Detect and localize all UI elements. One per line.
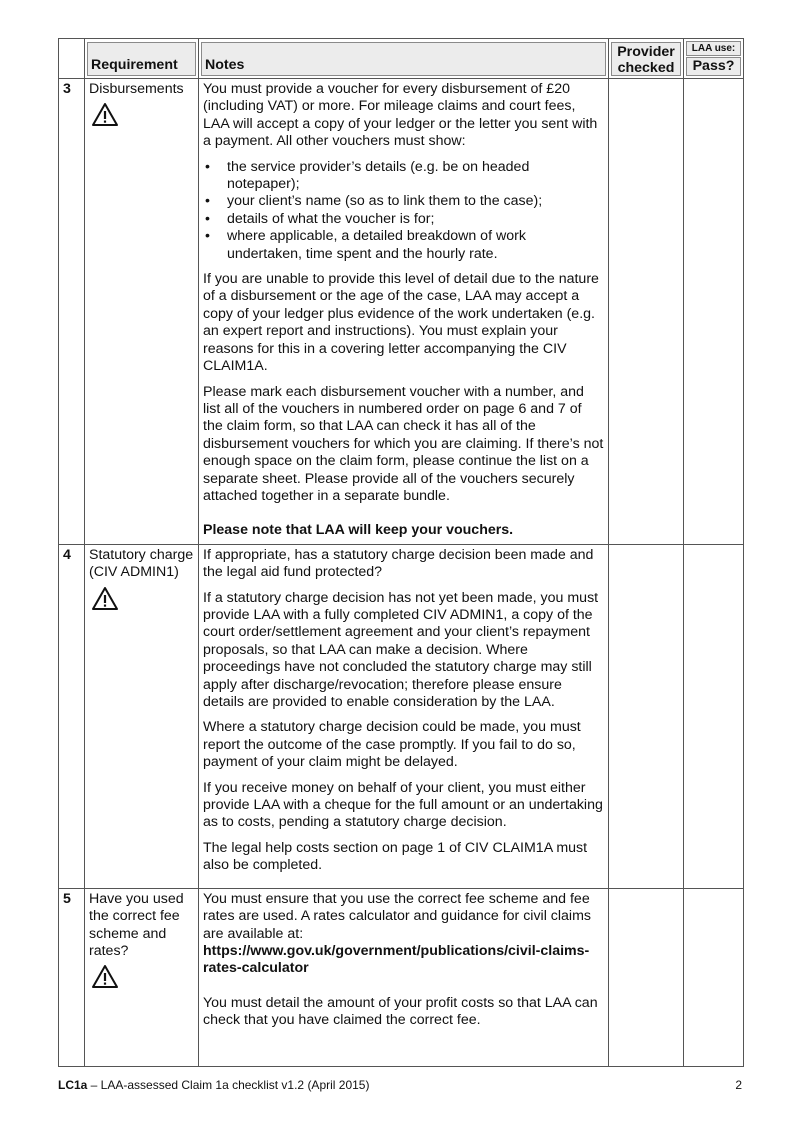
header-laa-cell xyxy=(684,39,744,79)
row-number: 5 xyxy=(59,888,85,1066)
notes-cell xyxy=(199,544,609,888)
header-provider-line2: checked xyxy=(617,60,675,76)
footer-title xyxy=(58,1078,369,1092)
header-laa-use: LAA use: xyxy=(686,41,741,56)
list-item: • your client’s name (so as to link them to the case); xyxy=(205,193,543,210)
note-paragraph: The legal help costs section on page 1 of CIV CLAIM1A must also be completed. xyxy=(203,839,588,874)
header-provider-line1: Provider xyxy=(617,44,675,60)
note-emphasis: Please note that LAA will keep your vouchers. xyxy=(203,522,514,539)
list-item: • the service provider’s details (e.g. be on headed notepaper); xyxy=(205,158,530,193)
header-provider-cell xyxy=(609,39,684,79)
table-row xyxy=(59,544,744,888)
note-paragraph: If a statutory charge decision has not yet been made, you must provide LAA with a fully completed CIV ADMIN1, a copy of the court order/settlement agreement and your client’s repayment proposals, so that LAA can make a decision. Where proceedings have not concluded the statutory charge may still apply after discharge/revocation; therefore please ensure details are provided to enable consideration by the LAA. xyxy=(203,589,599,710)
provider-checked-cell[interactable] xyxy=(609,888,684,1066)
checklist-table xyxy=(58,38,744,1067)
laa-pass-cell[interactable] xyxy=(684,888,744,1066)
bullet: • xyxy=(205,193,210,210)
table-header-row xyxy=(59,39,744,79)
header-number-cell xyxy=(59,39,85,79)
requirement-label: Statutory charge (CIV ADMIN1) xyxy=(89,546,194,581)
note-paragraph: You must ensure that you use the correct fee scheme and fee rates are used. A rates calculator and guidance for civil claims are available at: xyxy=(203,890,591,942)
header-pass: Pass? xyxy=(686,57,741,76)
bullet: • xyxy=(205,210,210,227)
header-notes-cell xyxy=(199,39,609,79)
note-paragraph: If appropriate, has a statutory charge decision been made and the legal aid fund protected? xyxy=(203,546,594,581)
note-paragraph: If you are unable to provide this level of detail due to the nature of a disbursement or the age of the case, LAA may accept a copy of your ledger plus evidence of the work undertaken (e.g. an expert report and instructions). You must explain your reasons for this in a covering letter accompanying the CIV CLAIM1A. xyxy=(203,271,599,375)
table-row xyxy=(59,79,744,545)
footer-description: – LAA-assessed Claim 1a checklist v1.2 (April 2015) xyxy=(87,1078,370,1092)
page-number: 2 xyxy=(735,1078,742,1092)
header-requirement: Requirement xyxy=(87,42,196,76)
requirement-label: Disbursements xyxy=(89,81,184,97)
requirement-cell xyxy=(85,79,199,545)
rates-calculator-link[interactable]: https://www.gov.uk/government/publications/civil-claims-rates-calculator xyxy=(203,942,590,977)
note-paragraph: Please mark each disbursement voucher with a number, and list all of the vouchers in numbered order on page 6 and 7 of the claim form, so that LAA can check it has all of the disbursement vouchers for which you are claiming. If there’s not enough space on the claim form, please continue the list on a separate sheet. Please provide all of the vouchers securely attached together in a separate bundle. xyxy=(203,383,604,504)
header-notes: Notes xyxy=(201,42,606,76)
laa-pass-cell[interactable] xyxy=(684,79,744,545)
requirement-cell xyxy=(85,888,199,1066)
header-provider-checked xyxy=(611,42,681,76)
provider-checked-cell[interactable] xyxy=(609,544,684,888)
note-paragraph: You must detail the amount of your profit costs so that LAA can check that you have claimed the correct fee. xyxy=(203,994,598,1029)
note-paragraph: If you receive money on behalf of your client, you must either provide LAA with a cheque for the full amount or an undertaking as to costs, pending a statutory charge decision. xyxy=(203,779,603,831)
row-number: 3 xyxy=(59,79,85,545)
table-row xyxy=(59,888,744,1066)
footer-code: LC1a xyxy=(58,1078,88,1092)
requirement-label: Have you used the correct fee scheme and rates? xyxy=(89,890,184,959)
warning-triangle-icon xyxy=(91,102,119,127)
warning-triangle-icon xyxy=(91,964,119,989)
notes-cell xyxy=(199,79,609,545)
notes-cell xyxy=(199,888,609,1066)
provider-checked-cell[interactable] xyxy=(609,79,684,545)
list-item: • details of what the voucher is for; xyxy=(205,210,435,227)
note-paragraph: You must provide a voucher for every disbursement of £20 (including VAT) or more. For mileage claims and court fees, LAA will accept a copy of your ledger or the letter you sent with a payment. All other vouchers must show: xyxy=(203,81,598,150)
header-requirement-cell xyxy=(85,39,199,79)
row-number: 4 xyxy=(59,544,85,888)
laa-pass-cell[interactable] xyxy=(684,544,744,888)
requirement-cell xyxy=(85,544,199,888)
warning-triangle-icon xyxy=(91,586,119,611)
bullet: • xyxy=(205,158,210,175)
note-paragraph: Where a statutory charge decision could be made, you must report the outcome of the case promptly. If you fail to do so, payment of your claim might be delayed. xyxy=(203,719,581,771)
list-item: • where applicable, a detailed breakdown of work undertaken, time spent and the hourly rate. xyxy=(205,228,526,262)
bullet: • xyxy=(205,228,210,245)
voucher-requirements-list xyxy=(203,159,604,263)
